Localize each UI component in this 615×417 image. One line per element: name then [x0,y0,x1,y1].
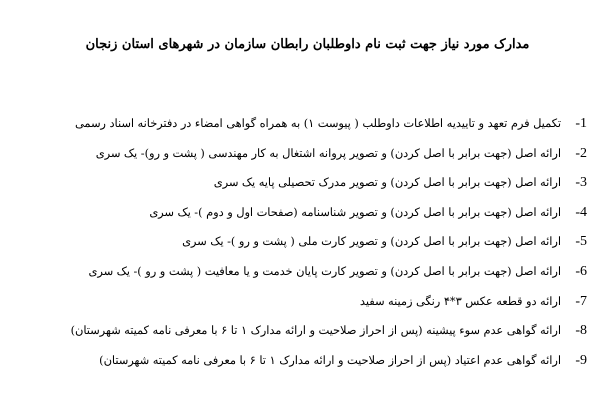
list-item [7,351,587,381]
item-text: ارائه اصل (جهت برابر با اصل کردن) و تصویر مدرک تحصیلی پایه یک سری [213,176,561,190]
item-text: ارائه اصل (جهت برابر با اصل کردن) و تصویر پروانه اشتغال به کار مهندسی ( پشت و رو)- یک سری [95,146,561,160]
list-item [7,173,587,203]
item-text: تکمیل فرم تعهد و تاییدیه اطلاعات داوطلب ( پیوست ۱) به همراه گواهی امضاء در دفترخانه اسناد رسمی [75,117,561,130]
item-number: -1 [575,116,587,131]
list-item [7,321,587,351]
item-number: -7 [575,293,587,309]
requirements-list [7,114,587,380]
item-number: -3 [575,175,587,191]
list-item [7,292,587,322]
item-number: -4 [575,204,587,220]
item-text: ارائه گواهی عدم سوء پیشینه (پس از احراز صلاحیت و ارائه مدارک ۱ تا ۶ با معرفی نامه کمیته شهرستان) [70,324,561,338]
list-item [7,232,587,262]
item-number: -9 [575,352,587,368]
item-number: -6 [575,263,587,279]
item-text: ارائه دو قطعه عکس ۳*۴ رنگی زمینه سفید [359,294,561,308]
item-number: -8 [575,323,587,339]
item-text: ارائه اصل (جهت برابر با اصل کردن) و تصویر شناسنامه (صفحات اول و دوم )- یک سری [149,205,561,219]
item-number: -2 [575,145,587,161]
item-text: ارائه اصل (جهت برابر با اصل کردن) و تصویر کارت پایان خدمت و یا معافیت ( پشت و رو )- یک سری [88,264,561,278]
item-number: -5 [575,234,587,250]
list-item [7,144,587,174]
list-item [7,114,587,144]
item-text: ارائه گواهی عدم اعتیاد (پس از احراز صلاحیت و ارائه مدارک ۱ تا ۶ با معرفی نامه کمیته شهرستان) [99,353,561,367]
document-title: مدارک مورد نیاز جهت ثبت نام داوطلبان رابطان سازمان در شهرهای استان زنجان [85,37,530,52]
item-text: ارائه اصل (جهت برابر با اصل کردن) و تصویر کارت ملی ( پشت و رو )- یک سری [182,235,561,249]
list-item [7,203,587,233]
list-item [7,262,587,292]
